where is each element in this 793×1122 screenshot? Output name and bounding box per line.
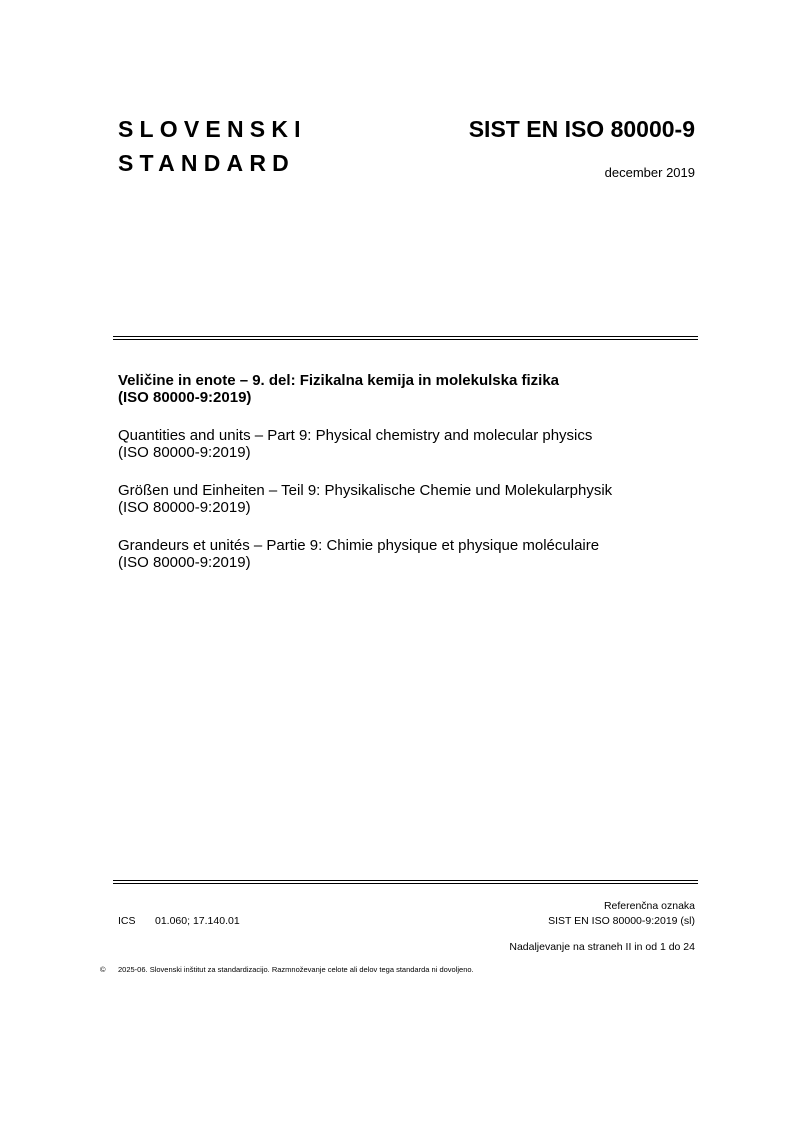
top-divider xyxy=(113,336,698,340)
title-german-line1: Größen und Einheiten – Teil 9: Physikalische Chemie und Molekularphysik xyxy=(118,482,613,499)
ics-value: 01.060; 17.140.01 xyxy=(155,915,240,927)
standard-designation: SIST EN ISO 80000-9 xyxy=(468,116,695,142)
publication-date: december 2019 xyxy=(604,165,695,180)
title-french-line2: (ISO 80000-9:2019) xyxy=(118,554,251,571)
copyright-notice: 2025-06. Slovenski inštitut za standardizacijo. Razmnoževanje celote ali delov tega standarda ni dovoljeno. xyxy=(118,965,474,974)
copyright-symbol: © xyxy=(100,965,106,974)
ics-label: ICS xyxy=(118,915,136,927)
title-english-line1: Quantities and units – Part 9: Physical chemistry and molecular physics xyxy=(118,427,593,444)
standard-type-line2: STANDARD xyxy=(118,150,295,176)
title-french-line1: Grandeurs et unités – Partie 9: Chimie physique et physique moléculaire xyxy=(118,537,600,554)
title-german-line2: (ISO 80000-9:2019) xyxy=(118,499,251,516)
title-english xyxy=(118,427,698,461)
title-french xyxy=(118,537,698,571)
title-slovene xyxy=(118,372,698,406)
continuation-note: Nadaljevanje na straneh II in od 1 do 24 xyxy=(509,941,695,953)
reference-label: Referenčna oznaka xyxy=(603,900,695,912)
reference-value: SIST EN ISO 80000-9:2019 (sl) xyxy=(548,915,695,927)
bottom-divider xyxy=(113,880,698,884)
standard-type-line1: SLOVENSKI xyxy=(118,116,307,142)
title-english-line2: (ISO 80000-9:2019) xyxy=(118,444,251,461)
title-german xyxy=(118,482,698,516)
title-slovene-line1: Veličine in enote – 9. del: Fizikalna kemija in molekulska fizika xyxy=(118,372,560,389)
title-slovene-line2: (ISO 80000-9:2019) xyxy=(118,389,252,406)
